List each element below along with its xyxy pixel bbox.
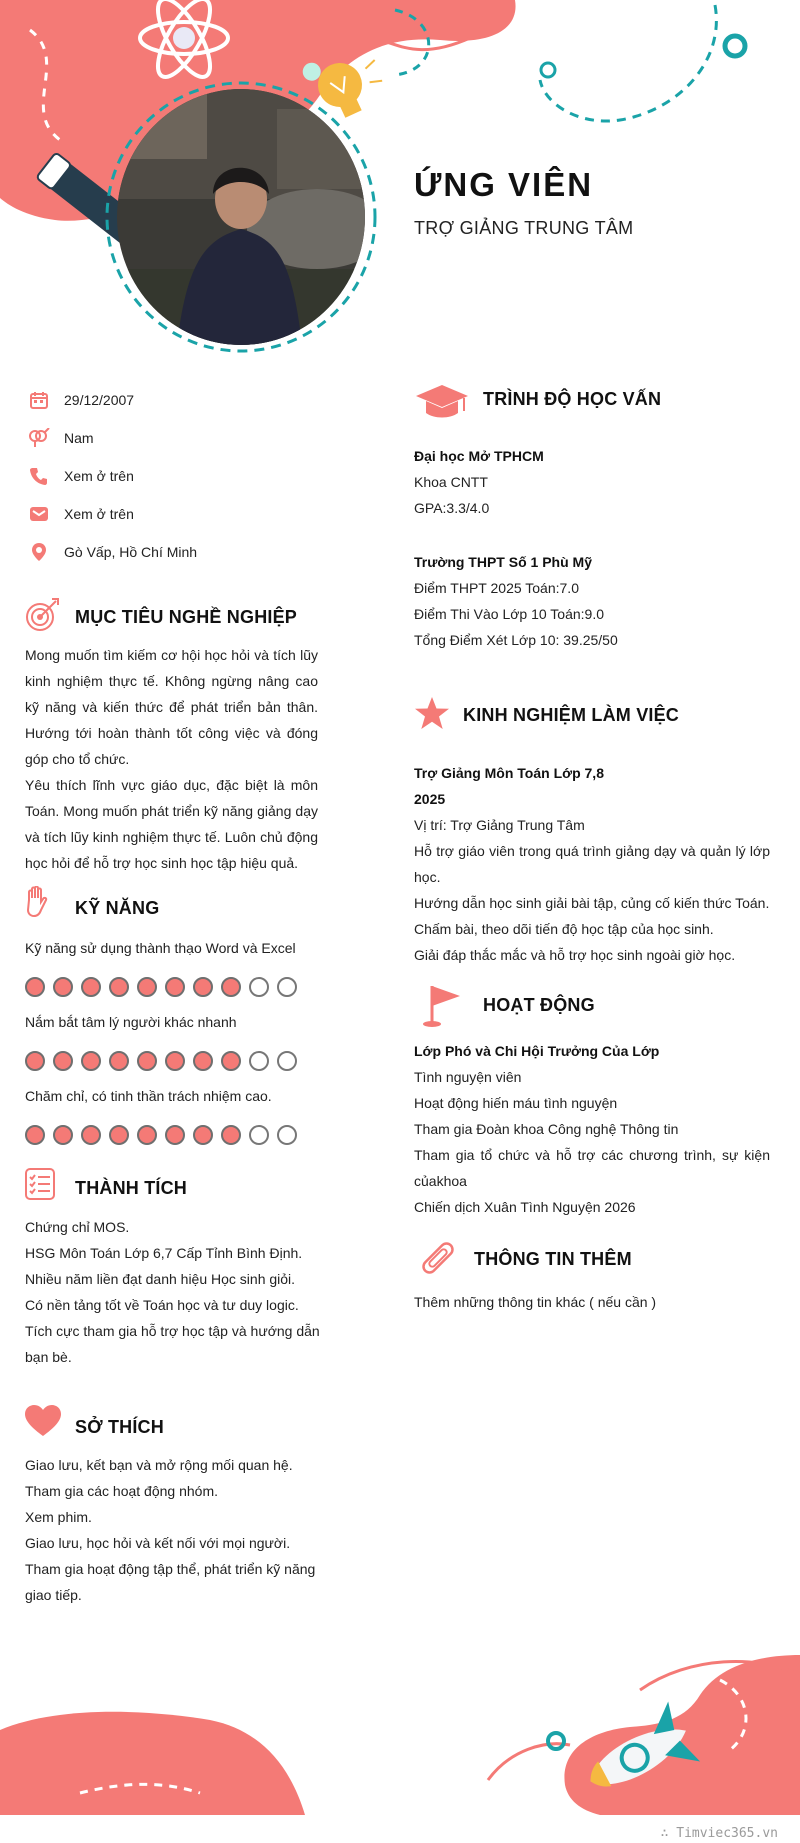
hobbies-text: [25, 1452, 325, 1608]
school-name: Đại học Mở TPHCM: [414, 448, 544, 464]
activity-line: Tình nguyện viên: [414, 1069, 522, 1085]
education-line: Khoa CNTT: [414, 474, 488, 490]
target-icon: [24, 597, 60, 633]
rating-dot-filled: [53, 1051, 73, 1071]
rating-dot-filled: [81, 1051, 101, 1071]
rating-dot-filled: [137, 1051, 157, 1071]
address-row: [28, 540, 197, 564]
achievement-line: Chứng chỉ MOS.: [25, 1219, 130, 1235]
rating-dot-filled: [25, 1051, 45, 1071]
activity-line: Tham gia Đoàn khoa Công nghệ Thông tin: [414, 1121, 679, 1137]
rating-dot-filled: [81, 977, 101, 997]
achievement-line: Có nền tảng tốt về Toán học và tư duy logic.: [25, 1297, 299, 1313]
rating-dot-empty: [249, 1125, 269, 1145]
candidate-name: ỨNG VIÊN: [414, 166, 594, 203]
activity-line: Hoạt động hiến máu tình nguyện: [414, 1095, 618, 1111]
activity-line: Chiến dịch Xuân Tình Nguyện 2026: [414, 1199, 636, 1215]
rating-dot-empty: [249, 1051, 269, 1071]
skill-rating: [25, 1051, 297, 1071]
email-icon: [28, 503, 50, 525]
rating-dot-filled: [137, 977, 157, 997]
gender-value: Nam: [64, 430, 94, 446]
rating-dot-filled: [25, 977, 45, 997]
rating-dot-filled: [193, 977, 213, 997]
checklist-icon: [24, 1167, 56, 1201]
rating-dot-filled: [109, 977, 129, 997]
rating-dot-filled: [109, 1125, 129, 1145]
achievement-line: HSG Môn Toán Lớp 6,7 Cấp Tỉnh Bình Định.: [25, 1245, 303, 1261]
extra-title: THÔNG TIN THÊM: [474, 1249, 632, 1269]
footer-decoration: [0, 1615, 800, 1815]
rating-dot-empty: [249, 977, 269, 997]
rating-dot-filled: [165, 1051, 185, 1071]
education-school-2: [414, 549, 770, 653]
email-value: Xem ở trên: [64, 506, 134, 522]
school-name: Trường THPT Số 1 Phù Mỹ: [414, 554, 592, 570]
objective-paragraph: Mong muốn tìm kiếm cơ hội học hỏi và tích lũy kinh nghiệm thực tế. Không ngừng nâng cao kỹ năng và kiến thức để phát triển bản thân. Hướng tới hoàn thành tốt công việc và đóng góp cho tổ chức.: [25, 647, 318, 767]
education-line: Điểm THPT 2025 Toán:7.0: [414, 580, 579, 596]
education-line: Tổng Điểm Xét Lớp 10: 39.25/50: [414, 632, 618, 648]
paperclip-icon: [418, 1238, 458, 1278]
rating-dot-empty: [277, 1051, 297, 1071]
header-decoration: [0, 0, 800, 360]
education-title: TRÌNH ĐỘ HỌC VẤN: [483, 389, 662, 409]
skill-label: Nắm bắt tâm lý người khác nhanh: [25, 1014, 237, 1030]
rating-dot-filled: [221, 1125, 241, 1145]
job-year: 2025: [414, 791, 446, 807]
candidate-role: TRỢ GIẢNG TRUNG TÂM: [414, 218, 634, 238]
extra-info: [414, 1289, 770, 1315]
hobby-line: Tham gia các hoạt động nhóm.: [25, 1483, 219, 1499]
education-line: Điểm Thi Vào Lớp 10 Toán:9.0: [414, 606, 605, 622]
objective-title: MỤC TIÊU NGHỀ NGHIỆP: [75, 607, 298, 627]
activity-head: Lớp Phó và Chi Hội Trưởng Của Lớp: [414, 1043, 660, 1059]
rating-dot-filled: [193, 1051, 213, 1071]
graduation-cap-icon: [414, 383, 470, 419]
gender-row: [28, 426, 94, 450]
rating-dot-empty: [277, 1125, 297, 1145]
avatar: [117, 89, 365, 345]
heart-icon: [24, 1404, 62, 1438]
birthdate-value: 29/12/2007: [64, 392, 135, 408]
job-line: Vị trí: Trợ Giảng Trung Tâm: [414, 817, 585, 833]
job-line: Chấm bài, theo dõi tiến độ học tập của học sinh.: [414, 921, 714, 937]
skill-rating: [25, 1125, 297, 1145]
education-line: GPA:3.3/4.0: [414, 500, 490, 516]
job-line: Giải đáp thắc mắc và hỗ trợ học sinh ngoài giờ học.: [414, 947, 736, 963]
rating-dot-filled: [81, 1125, 101, 1145]
address-value: Gò Vấp, Hồ Chí Minh: [64, 544, 198, 560]
education-school-1: [414, 443, 770, 521]
rating-dot-empty: [277, 977, 297, 997]
achievement-line: Nhiều năm liền đạt danh hiệu Học sinh giỏi.: [25, 1271, 296, 1287]
experience-job: [414, 760, 770, 968]
rating-dot-filled: [193, 1125, 213, 1145]
hobby-line: Giao lưu, học hỏi và kết nối với mọi người.: [25, 1535, 291, 1551]
achievement-line: Tích cực tham gia hỗ trợ học tập và hướng dẫn bạn bè.: [25, 1323, 320, 1365]
objective-paragraph: Yêu thích lĩnh vực giáo dục, đặc biệt là môn Toán. Mong muốn phát triển kỹ năng giảng dạy và tích lũy kinh nghiệm thực tế. Luôn chủ động học hỏi để hỗ trợ học sinh học tập hiệu quả.: [25, 777, 318, 871]
rating-dot-filled: [165, 977, 185, 997]
rating-dot-filled: [137, 1125, 157, 1145]
objective-text: [25, 642, 318, 876]
calendar-icon: [28, 389, 50, 411]
skills-title: KỸ NĂNG: [75, 898, 160, 918]
achievements-text: [25, 1214, 320, 1370]
phone-row: [28, 464, 134, 488]
flag-icon: [420, 982, 464, 1030]
rating-dot-filled: [109, 1051, 129, 1071]
birthdate-row: [28, 388, 134, 412]
activities-title: HOẠT ĐỘNG: [483, 995, 595, 1015]
achievements-title: THÀNH TÍCH: [75, 1178, 187, 1198]
hobby-line: Tham gia hoạt động tập thể, phát triển kỹ năng giao tiếp.: [25, 1561, 316, 1603]
job-title: Trợ Giảng Môn Toán Lớp 7,8: [414, 765, 604, 781]
phone-value: Xem ở trên: [64, 468, 134, 484]
skill-label: Kỹ năng sử dụng thành thạo Word và Excel: [25, 940, 296, 956]
skill-rating: [25, 977, 297, 997]
email-row: [28, 502, 134, 526]
rating-dot-filled: [53, 977, 73, 997]
job-line: Hỗ trợ giáo viên trong quá trình giảng dạy và quản lý lớp học.: [414, 843, 770, 885]
hobby-line: Xem phim.: [25, 1509, 92, 1525]
activities-list: [414, 1038, 770, 1220]
location-pin-icon: [28, 541, 50, 563]
rating-dot-filled: [221, 1051, 241, 1071]
activity-line: Tham gia tổ chức và hỗ trợ các chương trình, sự kiện củakhoa: [414, 1147, 770, 1189]
hobbies-title: SỞ THÍCH: [75, 1417, 164, 1437]
experience-title: KINH NGHIỆM LÀM VIỆC: [463, 705, 680, 725]
hand-icon: [24, 886, 50, 920]
star-icon: [414, 696, 450, 730]
job-line: Hướng dẫn học sinh giải bài tập, củng cố kiến thức Toán.: [414, 895, 770, 911]
hobby-line: Giao lưu, kết bạn và mở rộng mối quan hệ.: [25, 1457, 293, 1473]
footer-brand: ∴ Timviec365.vn: [660, 1826, 778, 1841]
gender-icon: [28, 427, 50, 449]
rating-dot-filled: [165, 1125, 185, 1145]
rating-dot-filled: [25, 1125, 45, 1145]
rating-dot-filled: [221, 977, 241, 997]
extra-line: Thêm những thông tin khác ( nếu cần ): [414, 1294, 657, 1310]
phone-icon: [28, 465, 50, 487]
rating-dot-filled: [53, 1125, 73, 1145]
skill-label: Chăm chỉ, có tinh thần trách nhiệm cao.: [25, 1088, 272, 1104]
